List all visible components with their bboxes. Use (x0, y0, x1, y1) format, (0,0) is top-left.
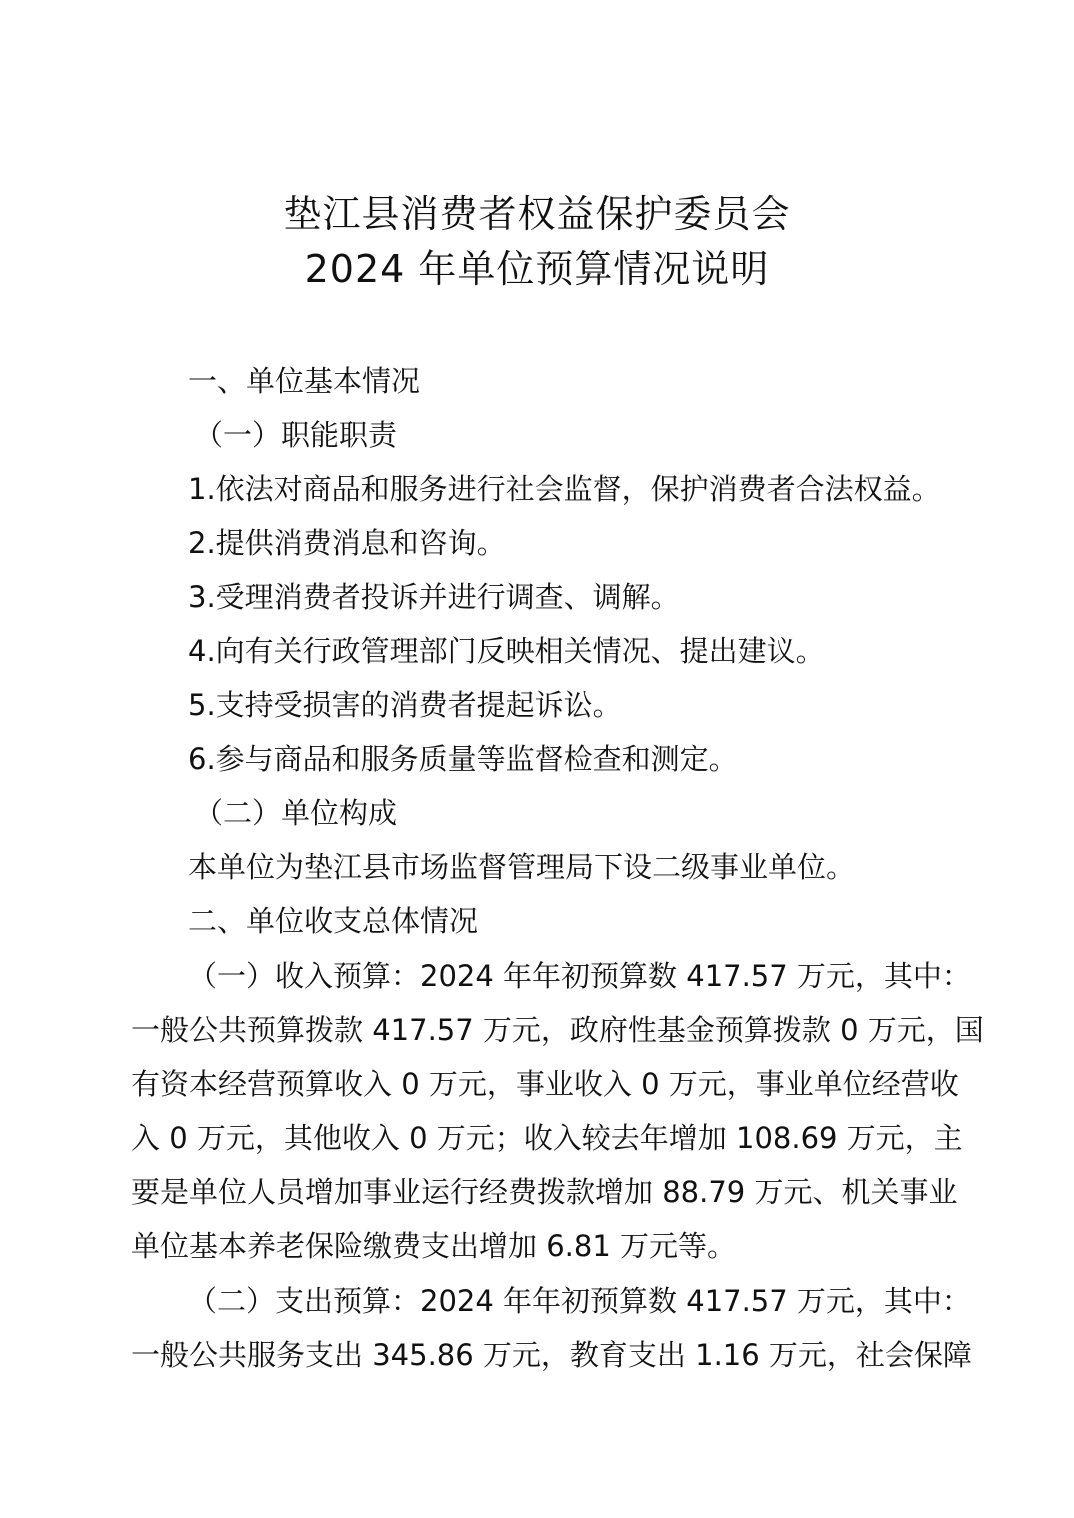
subsection-heading-composition: （二）单位构成 (194, 796, 398, 830)
subsection-heading-duties: （一）职能职责 (194, 418, 398, 452)
section-heading-2: 二、单位收支总体情况 (188, 904, 479, 938)
duty-item-5: 5.支持受损害的消费者提起诉讼。 (188, 688, 622, 722)
expense-paragraph-line-2: 一般公共服务支出 345.86 万元，教育支出 1.16 万元，社会保障 (131, 1338, 972, 1372)
income-paragraph-line-4: 入 0 万元，其他收入 0 万元；收入较去年增加 108.69 万元，主 (131, 1121, 963, 1155)
duty-item-3: 3.受理消费者投诉并进行调查、调解。 (188, 580, 680, 614)
income-paragraph-line-6: 单位基本养老保险缴费支出增加 6.81 万元等。 (131, 1229, 737, 1263)
duty-item-1: 1.依法对商品和服务进行社会监督，保护消费者合法权益。 (188, 472, 941, 506)
section-heading-1: 一、单位基本情况 (188, 364, 421, 398)
duty-item-6: 6.参与商品和服务质量等监督检查和测定。 (188, 742, 738, 776)
composition-text: 本单位为垫江县市场监督管理局下设二级事业单位。 (188, 850, 856, 884)
income-paragraph-line-2: 一般公共预算拨款 417.57 万元，政府性基金预算拨款 0 万元，国 (131, 1013, 984, 1047)
document-title-line-2: 2024 年单位预算情况说明 (304, 247, 770, 291)
income-paragraph-line-5: 要是单位人员增加事业运行经费拨款增加 88.79 万元、机关事业 (131, 1175, 958, 1209)
duty-item-2: 2.提供消费消息和咨询。 (188, 526, 506, 560)
expense-paragraph-line-1: （二）支出预算：2024 年年初预算数 417.57 万元，其中： (188, 1284, 971, 1318)
duty-item-4: 4.向有关行政管理部门反映相关情况、提出建议。 (188, 634, 825, 668)
document-title-line-1: 垫江县消费者权益保护委员会 (283, 192, 791, 236)
income-paragraph-line-1: （一）收入预算：2024 年年初预算数 417.57 万元，其中： (188, 959, 971, 993)
income-paragraph-line-3: 有资本经营预算收入 0 万元，事业收入 0 万元，事业单位经营收 (131, 1067, 959, 1101)
